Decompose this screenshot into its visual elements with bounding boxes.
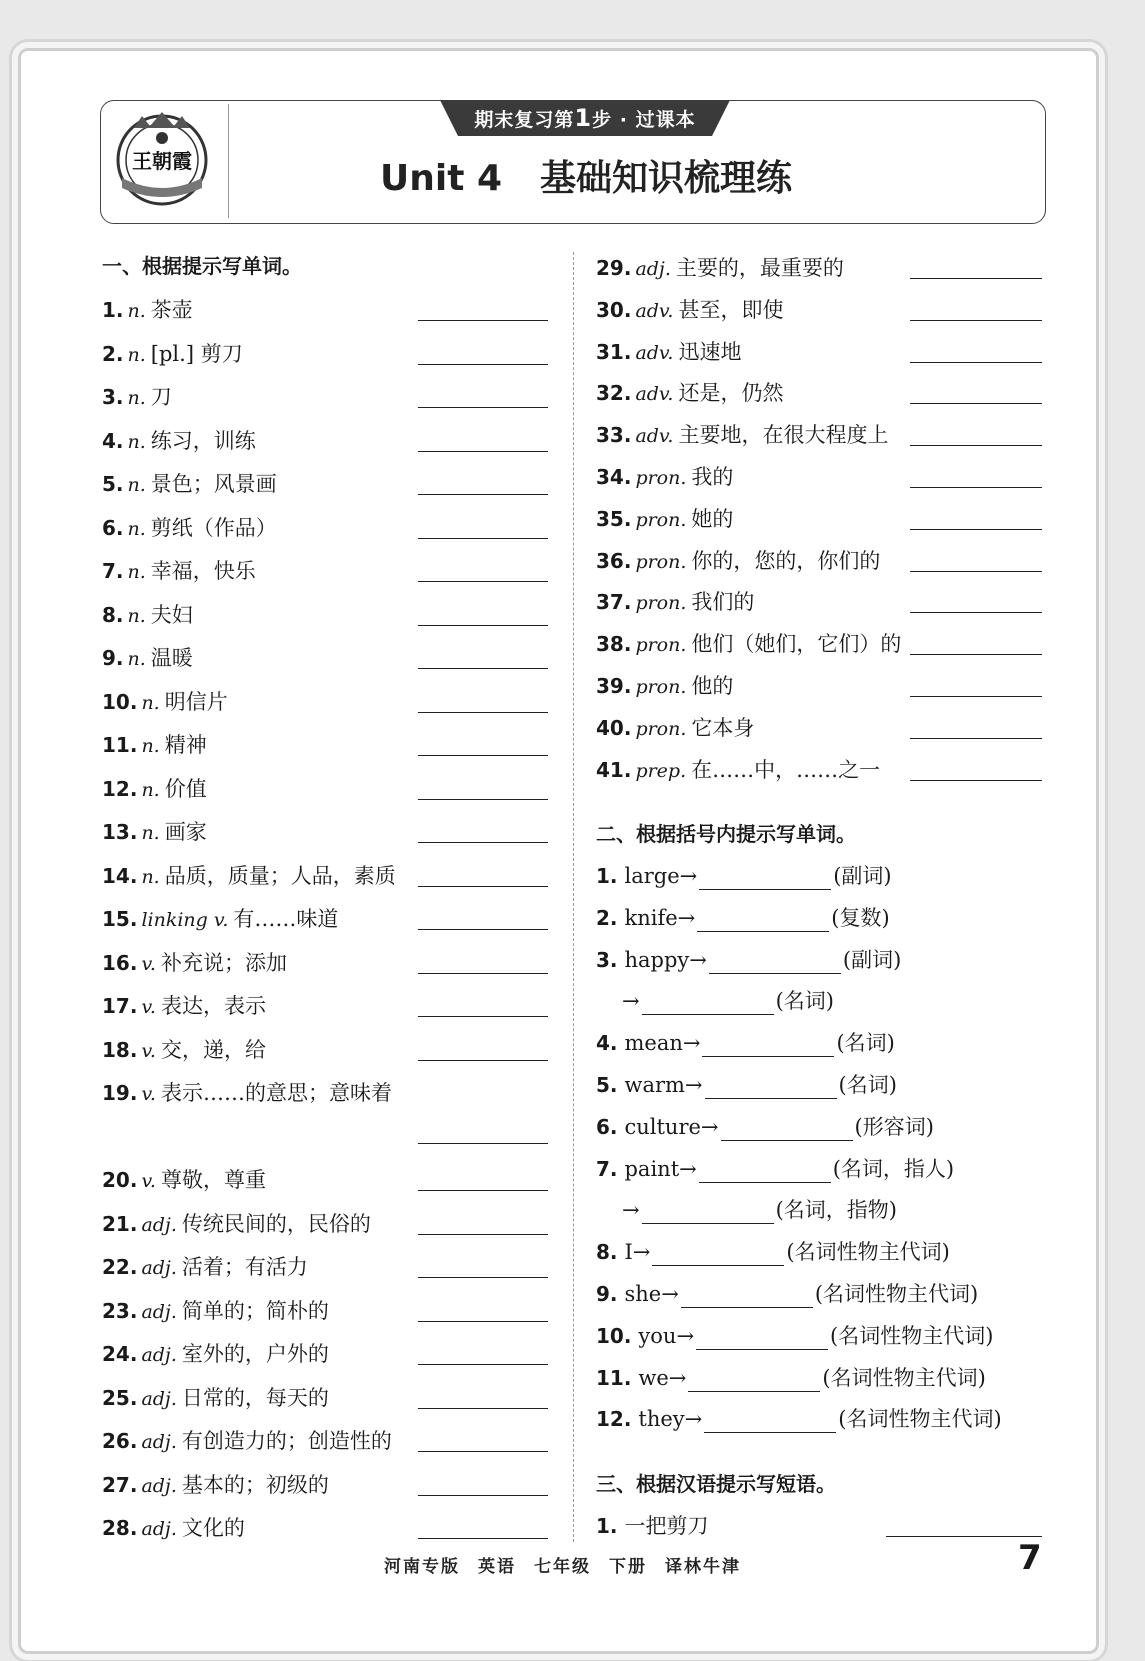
derivation-item — [596, 1069, 897, 1101]
item-number: 10. — [596, 1323, 639, 1348]
answer-blank[interactable] — [418, 1321, 548, 1322]
section3-heading: 三、根据汉语提示写短语。 — [596, 1472, 836, 1496]
answer-blank[interactable] — [418, 712, 548, 713]
answer-blank[interactable] — [910, 738, 1042, 739]
answer-blank[interactable] — [721, 1118, 853, 1141]
column-divider — [573, 252, 574, 1542]
word-item — [102, 816, 207, 848]
answer-blank[interactable] — [702, 1034, 834, 1057]
derivation-item — [596, 1111, 934, 1143]
chinese-meaning: 我的 — [691, 465, 734, 489]
part-of-speech: n. — [127, 387, 146, 409]
item-number: 28. — [102, 1516, 138, 1540]
part-of-speech: n. — [127, 430, 146, 453]
base-word: mean→ — [624, 1031, 701, 1056]
item-number: 9. — [102, 646, 124, 670]
chinese-meaning: 他们（她们，它们）的 — [691, 632, 902, 657]
item-number: 1. — [596, 864, 625, 888]
footer-volume: 下册 — [609, 1557, 647, 1577]
item-number: 22. — [102, 1255, 138, 1279]
answer-blank[interactable] — [418, 973, 548, 974]
chinese-meaning: 精神 — [164, 733, 207, 757]
word-hint: (形容词) — [854, 1114, 934, 1139]
word-item — [102, 860, 396, 892]
chinese-meaning: 简单的；简朴的 — [181, 1298, 329, 1323]
item-number: 36. — [596, 548, 632, 573]
answer-blank[interactable] — [910, 780, 1042, 781]
part-of-speech: pron. — [635, 550, 687, 573]
part-of-speech: v. — [141, 996, 156, 1018]
answer-blank[interactable] — [910, 403, 1042, 404]
base-word: she→ — [624, 1282, 679, 1306]
item-number: 2. — [596, 905, 625, 930]
item-number: 11. — [102, 733, 138, 757]
word-item — [102, 1251, 308, 1283]
derivation-item — [596, 944, 901, 976]
base-word: → — [622, 1198, 640, 1223]
word-item — [102, 1164, 266, 1196]
answer-blank[interactable] — [418, 581, 548, 582]
chinese-meaning: 它本身 — [691, 715, 755, 740]
word-item — [596, 461, 733, 493]
derivation-item — [622, 985, 834, 1017]
chinese-meaning: 画家 — [164, 820, 207, 844]
answer-blank[interactable] — [705, 1076, 837, 1099]
chinese-meaning: 交，递，给 — [160, 1037, 266, 1062]
title-text: 基础知识梳理练 — [540, 158, 793, 199]
word-item — [596, 712, 754, 744]
review-banner — [440, 100, 730, 136]
answer-blank[interactable] — [696, 1327, 828, 1350]
word-item — [102, 294, 193, 326]
word-item — [596, 545, 880, 577]
word-item — [102, 338, 243, 370]
word-item — [102, 686, 228, 718]
part-of-speech: pron. — [635, 676, 687, 698]
chinese-meaning: 练习，训练 — [150, 428, 256, 453]
word-item — [102, 1512, 245, 1544]
chinese-meaning: 活着；有活力 — [181, 1255, 308, 1279]
chinese-meaning: 表示……的意思；意味着 — [160, 1081, 392, 1105]
word-hint: (名词，指物) — [775, 1198, 897, 1223]
item-number: 4. — [596, 1031, 625, 1056]
answer-blank[interactable] — [418, 929, 548, 930]
word-item — [102, 1034, 266, 1066]
word-hint: (名词) — [838, 1073, 897, 1097]
part-of-speech: pron. — [635, 592, 687, 615]
chinese-meaning: 日常的，每天的 — [181, 1385, 329, 1410]
answer-blank[interactable] — [418, 1495, 548, 1496]
word-hint: (名词性物主代词) — [838, 1407, 1002, 1432]
part-of-speech: n. — [127, 561, 146, 583]
part-of-speech: n. — [127, 517, 146, 540]
part-of-speech: n. — [127, 343, 146, 366]
chinese-meaning: 茶壶 — [150, 298, 193, 322]
part-of-speech: v. — [141, 952, 156, 975]
item-number: 32. — [596, 381, 632, 406]
part-of-speech: adj. — [141, 1344, 177, 1366]
item-number: 16. — [102, 950, 138, 975]
item-number: 29. — [596, 256, 632, 280]
answer-blank[interactable] — [418, 407, 548, 408]
part-of-speech: n. — [127, 300, 146, 322]
answer-blank[interactable] — [699, 1160, 831, 1183]
item-number: 5. — [596, 1073, 625, 1097]
answer-blank[interactable] — [418, 755, 548, 756]
chinese-meaning: 景色；风景画 — [150, 472, 277, 496]
part-of-speech: v. — [141, 1083, 156, 1105]
footer — [384, 1552, 784, 1582]
base-word: paint→ — [624, 1156, 697, 1181]
word-hint: (名词) — [775, 989, 834, 1014]
item-number: 11. — [596, 1365, 639, 1390]
derivation-item — [596, 1278, 978, 1310]
answer-blank[interactable] — [697, 909, 829, 932]
chinese-meaning: 文化的 — [181, 1516, 245, 1540]
answer-blank[interactable] — [910, 571, 1042, 572]
unit-label: Unit 4 — [380, 158, 502, 199]
item-number: 13. — [102, 820, 138, 844]
item-number: 3. — [102, 385, 124, 409]
part-of-speech: prep. — [635, 759, 687, 782]
chinese-meaning: 有创造力的；创造性的 — [181, 1429, 392, 1453]
item-number: 1. — [102, 298, 124, 322]
item-number: 34. — [596, 465, 632, 489]
answer-blank[interactable] — [681, 1285, 813, 1308]
page-title — [380, 150, 840, 206]
answer-blank[interactable] — [418, 1060, 548, 1061]
part-of-speech: adv. — [635, 341, 674, 364]
word-item — [102, 1208, 371, 1240]
answer-blank[interactable] — [418, 625, 548, 626]
answer-blank[interactable] — [418, 538, 548, 539]
word-item — [596, 419, 888, 451]
part-of-speech: adj. — [141, 1257, 177, 1279]
chinese-meaning: 室外的，户外的 — [181, 1342, 329, 1366]
word-item — [102, 729, 207, 761]
answer-blank[interactable] — [642, 1201, 774, 1224]
word-item — [596, 628, 901, 660]
word-item — [102, 1425, 392, 1457]
word-item — [102, 599, 193, 631]
part-of-speech: n. — [141, 822, 160, 844]
item-number: 17. — [102, 994, 138, 1018]
derivation-item — [596, 1153, 954, 1185]
word-item — [596, 294, 783, 326]
part-of-speech: n. — [141, 691, 160, 714]
word-hint: (名词性物主代词) — [786, 1240, 950, 1265]
chinese-meaning: 她的 — [691, 506, 734, 531]
item-number: 14. — [102, 863, 138, 888]
chinese-meaning: 夫妇 — [150, 602, 193, 627]
banner-step-number: 1 — [574, 104, 593, 132]
word-item — [102, 555, 256, 587]
word-item — [102, 903, 338, 935]
item-number: 7. — [596, 1156, 625, 1181]
chinese-meaning: 甚至，即使 — [678, 297, 784, 322]
answer-blank[interactable] — [418, 1364, 548, 1365]
footer-grade: 七年级 — [534, 1557, 591, 1577]
part-of-speech: n. — [127, 474, 146, 496]
part-of-speech: pron. — [635, 717, 687, 740]
chinese-meaning: 还是，仍然 — [678, 381, 784, 406]
item-number: 5. — [102, 472, 124, 496]
answer-blank[interactable] — [910, 529, 1042, 530]
word-item — [102, 990, 266, 1022]
part-of-speech: adv. — [635, 299, 674, 322]
derivation-item — [596, 1236, 950, 1268]
chinese-meaning: 刀 — [150, 385, 172, 409]
word-hint: (复数) — [831, 905, 890, 930]
base-word: culture→ — [624, 1114, 719, 1139]
item-number: 3. — [596, 947, 625, 972]
answer-blank[interactable] — [418, 364, 548, 365]
answer-blank[interactable] — [910, 320, 1042, 321]
answer-blank[interactable] — [418, 886, 548, 887]
word-item — [596, 586, 754, 618]
part-of-speech: adv. — [635, 425, 674, 448]
item-number: 2. — [102, 341, 124, 366]
word-hint: (名词性物主代词) — [814, 1282, 979, 1306]
item-number: 9. — [596, 1282, 625, 1306]
derivation-item — [596, 860, 892, 892]
item-number: 26. — [102, 1429, 138, 1453]
answer-blank[interactable] — [418, 1451, 548, 1452]
part-of-speech: v. — [141, 1170, 156, 1192]
item-number: 33. — [596, 423, 632, 448]
item-number: 20. — [102, 1168, 138, 1192]
item-number: 40. — [596, 715, 632, 740]
item-number: 24. — [102, 1342, 138, 1366]
answer-blank[interactable] — [418, 1408, 548, 1409]
word-item — [596, 670, 733, 702]
word-hint: (副词) — [833, 864, 892, 888]
word-item — [596, 252, 844, 284]
chinese-meaning: 温暖 — [150, 646, 193, 670]
answer-blank[interactable] — [418, 1016, 548, 1017]
word-item — [102, 1338, 329, 1370]
section2-heading: 二、根据括号内提示写单词。 — [596, 822, 856, 846]
item-number: 10. — [102, 689, 138, 714]
publisher-logo — [112, 108, 212, 208]
part-of-speech: n. — [141, 735, 160, 757]
logo-divider — [228, 104, 229, 218]
answer-blank[interactable] — [418, 1234, 548, 1235]
chinese-meaning: 表达，表示 — [160, 994, 266, 1018]
chinese-meaning: 有……味道 — [233, 907, 339, 931]
answer-blank[interactable] — [910, 487, 1042, 488]
chinese-meaning: 迅速地 — [678, 339, 742, 364]
word-item — [596, 754, 880, 786]
part-of-speech: pron. — [635, 634, 687, 657]
chinese-meaning: 主要地，在很大程度上 — [678, 423, 889, 448]
item-number: 38. — [596, 632, 632, 657]
answer-blank[interactable] — [709, 951, 841, 974]
derivation-item — [596, 902, 890, 934]
answer-blank[interactable] — [910, 654, 1042, 655]
word-item — [102, 1469, 329, 1501]
word-hint: (副词) — [842, 947, 902, 972]
item-number: 8. — [596, 1240, 625, 1265]
part-of-speech: pron. — [635, 508, 687, 531]
item-number: 6. — [596, 1114, 625, 1139]
base-word: warm→ — [624, 1073, 703, 1097]
base-word: you→ — [638, 1323, 695, 1348]
word-item — [102, 947, 287, 979]
derivation-item — [596, 1403, 1002, 1435]
item-number: 15. — [102, 907, 138, 931]
word-item — [102, 1077, 392, 1109]
word-item — [102, 381, 172, 413]
word-item — [102, 1382, 329, 1414]
chinese-meaning: 品质，质量；人品，素质 — [164, 863, 396, 888]
footer-subject: 英语 — [478, 1557, 516, 1577]
item-number: 6. — [102, 515, 124, 540]
item-number: 12. — [102, 776, 138, 801]
word-item — [102, 773, 207, 805]
part-of-speech: adj. — [141, 1474, 177, 1497]
part-of-speech: adj. — [141, 1213, 177, 1236]
answer-blank[interactable] — [418, 320, 548, 321]
answer-blank[interactable] — [418, 1538, 548, 1539]
answer-blank[interactable] — [910, 612, 1042, 613]
base-word: knife→ — [624, 905, 696, 930]
item-number: 18. — [102, 1037, 138, 1062]
word-item — [596, 336, 741, 368]
answer-blank[interactable] — [688, 1369, 820, 1392]
item-number: 25. — [102, 1385, 138, 1410]
logo-text: 王朝霞 — [132, 149, 192, 173]
chinese-meaning: 剪纸（作品） — [150, 515, 277, 540]
item-number: 19. — [102, 1081, 138, 1105]
chinese-meaning: 基本的；初级的 — [181, 1472, 329, 1497]
part-of-speech: v. — [141, 1039, 156, 1062]
answer-blank[interactable] — [910, 445, 1042, 446]
word-item — [102, 642, 193, 674]
base-word: large→ — [624, 864, 698, 888]
footer-edition: 河南专版 — [384, 1557, 460, 1577]
word-hint: (名词性物主代词) — [822, 1365, 986, 1390]
part-of-speech: adj. — [141, 1387, 177, 1410]
base-word: they→ — [638, 1407, 703, 1432]
derivation-item — [596, 1027, 895, 1059]
item-number: 31. — [596, 339, 632, 364]
part-of-speech: adj. — [141, 1431, 177, 1453]
chinese-meaning: 传统民间的，民俗的 — [181, 1211, 371, 1236]
item-number: 37. — [596, 590, 632, 615]
chinese-meaning: 价值 — [164, 776, 207, 801]
part-of-speech: n. — [141, 865, 160, 888]
derivation-item — [622, 1194, 897, 1226]
section1-heading: 一、根据提示写单词。 — [102, 254, 302, 278]
item-number: 12. — [596, 1407, 639, 1432]
item-number: 4. — [102, 428, 124, 453]
answer-blank[interactable] — [418, 842, 548, 843]
page-number: 7 — [1018, 1538, 1042, 1578]
base-word: we→ — [638, 1365, 687, 1390]
answer-blank[interactable] — [886, 1536, 1042, 1537]
answer-blank[interactable] — [910, 696, 1042, 697]
base-word: happy→ — [624, 947, 707, 972]
part-of-speech: pron. — [635, 467, 687, 489]
item-number: 23. — [102, 1298, 138, 1323]
chinese-meaning: 我们的 — [691, 590, 755, 615]
phrase-item — [596, 1510, 708, 1542]
derivation-item — [596, 1362, 986, 1394]
word-item — [596, 503, 733, 535]
part-of-speech: n. — [127, 604, 146, 627]
word-item — [102, 425, 256, 457]
answer-blank[interactable] — [704, 1410, 836, 1433]
word-hint: (名词，指人) — [832, 1156, 955, 1181]
part-of-speech: n. — [141, 778, 160, 801]
word-item — [102, 512, 277, 544]
chinese-meaning: 主要的，最重要的 — [675, 256, 844, 280]
item-number: 27. — [102, 1472, 138, 1497]
answer-blank[interactable] — [418, 1277, 548, 1278]
chinese-meaning: 他的 — [691, 674, 734, 698]
item-number: 1. — [596, 1514, 625, 1538]
banner-prefix: 期末复习第 — [474, 109, 575, 131]
answer-blank[interactable] — [418, 494, 548, 495]
chinese-meaning: 一把剪刀 — [624, 1514, 709, 1538]
chinese-meaning: 幸福，快乐 — [150, 559, 256, 583]
item-number: 7. — [102, 559, 124, 583]
chinese-meaning: 在……中，……之一 — [691, 757, 881, 782]
chinese-meaning: 尊敬，尊重 — [160, 1168, 266, 1192]
word-item — [596, 377, 783, 409]
part-of-speech: adv. — [635, 383, 674, 406]
derivation-item — [596, 1320, 993, 1352]
word-item — [102, 468, 277, 500]
word-item — [102, 1295, 329, 1327]
answer-blank[interactable] — [418, 799, 548, 800]
part-of-speech: adj. — [141, 1300, 177, 1323]
item-number: 39. — [596, 674, 632, 698]
part-of-speech: linking v. — [141, 909, 229, 931]
base-word: I→ — [624, 1240, 651, 1265]
answer-blank[interactable] — [418, 451, 548, 452]
answer-blank[interactable] — [418, 668, 548, 669]
word-hint: (名词) — [836, 1031, 895, 1056]
part-of-speech: n. — [127, 648, 146, 670]
word-hint: (名词性物主代词) — [830, 1323, 994, 1348]
item-number: 35. — [596, 506, 632, 531]
chinese-meaning: 补充说；添加 — [160, 950, 287, 975]
answer-blank[interactable] — [418, 1190, 548, 1191]
answer-blank[interactable] — [418, 1143, 548, 1144]
item-number: 30. — [596, 297, 632, 322]
banner-suffix: 步 · 过课本 — [592, 109, 696, 131]
item-number: 41. — [596, 757, 632, 782]
answer-blank[interactable] — [699, 867, 831, 890]
chinese-meaning: 你的，您的，你们的 — [691, 548, 881, 573]
base-word: → — [622, 989, 640, 1014]
item-number: 21. — [102, 1211, 138, 1236]
chinese-meaning: 明信片 — [164, 689, 228, 714]
answer-blank[interactable] — [642, 992, 774, 1015]
answer-blank[interactable] — [910, 278, 1042, 279]
chinese-meaning: [pl.] 剪刀 — [150, 341, 243, 366]
footer-publisher: 译林牛津 — [665, 1557, 741, 1577]
answer-blank[interactable] — [910, 362, 1042, 363]
part-of-speech: adj. — [635, 258, 671, 280]
answer-blank[interactable] — [652, 1243, 784, 1266]
part-of-speech: adj. — [141, 1518, 177, 1540]
item-number: 8. — [102, 602, 124, 627]
